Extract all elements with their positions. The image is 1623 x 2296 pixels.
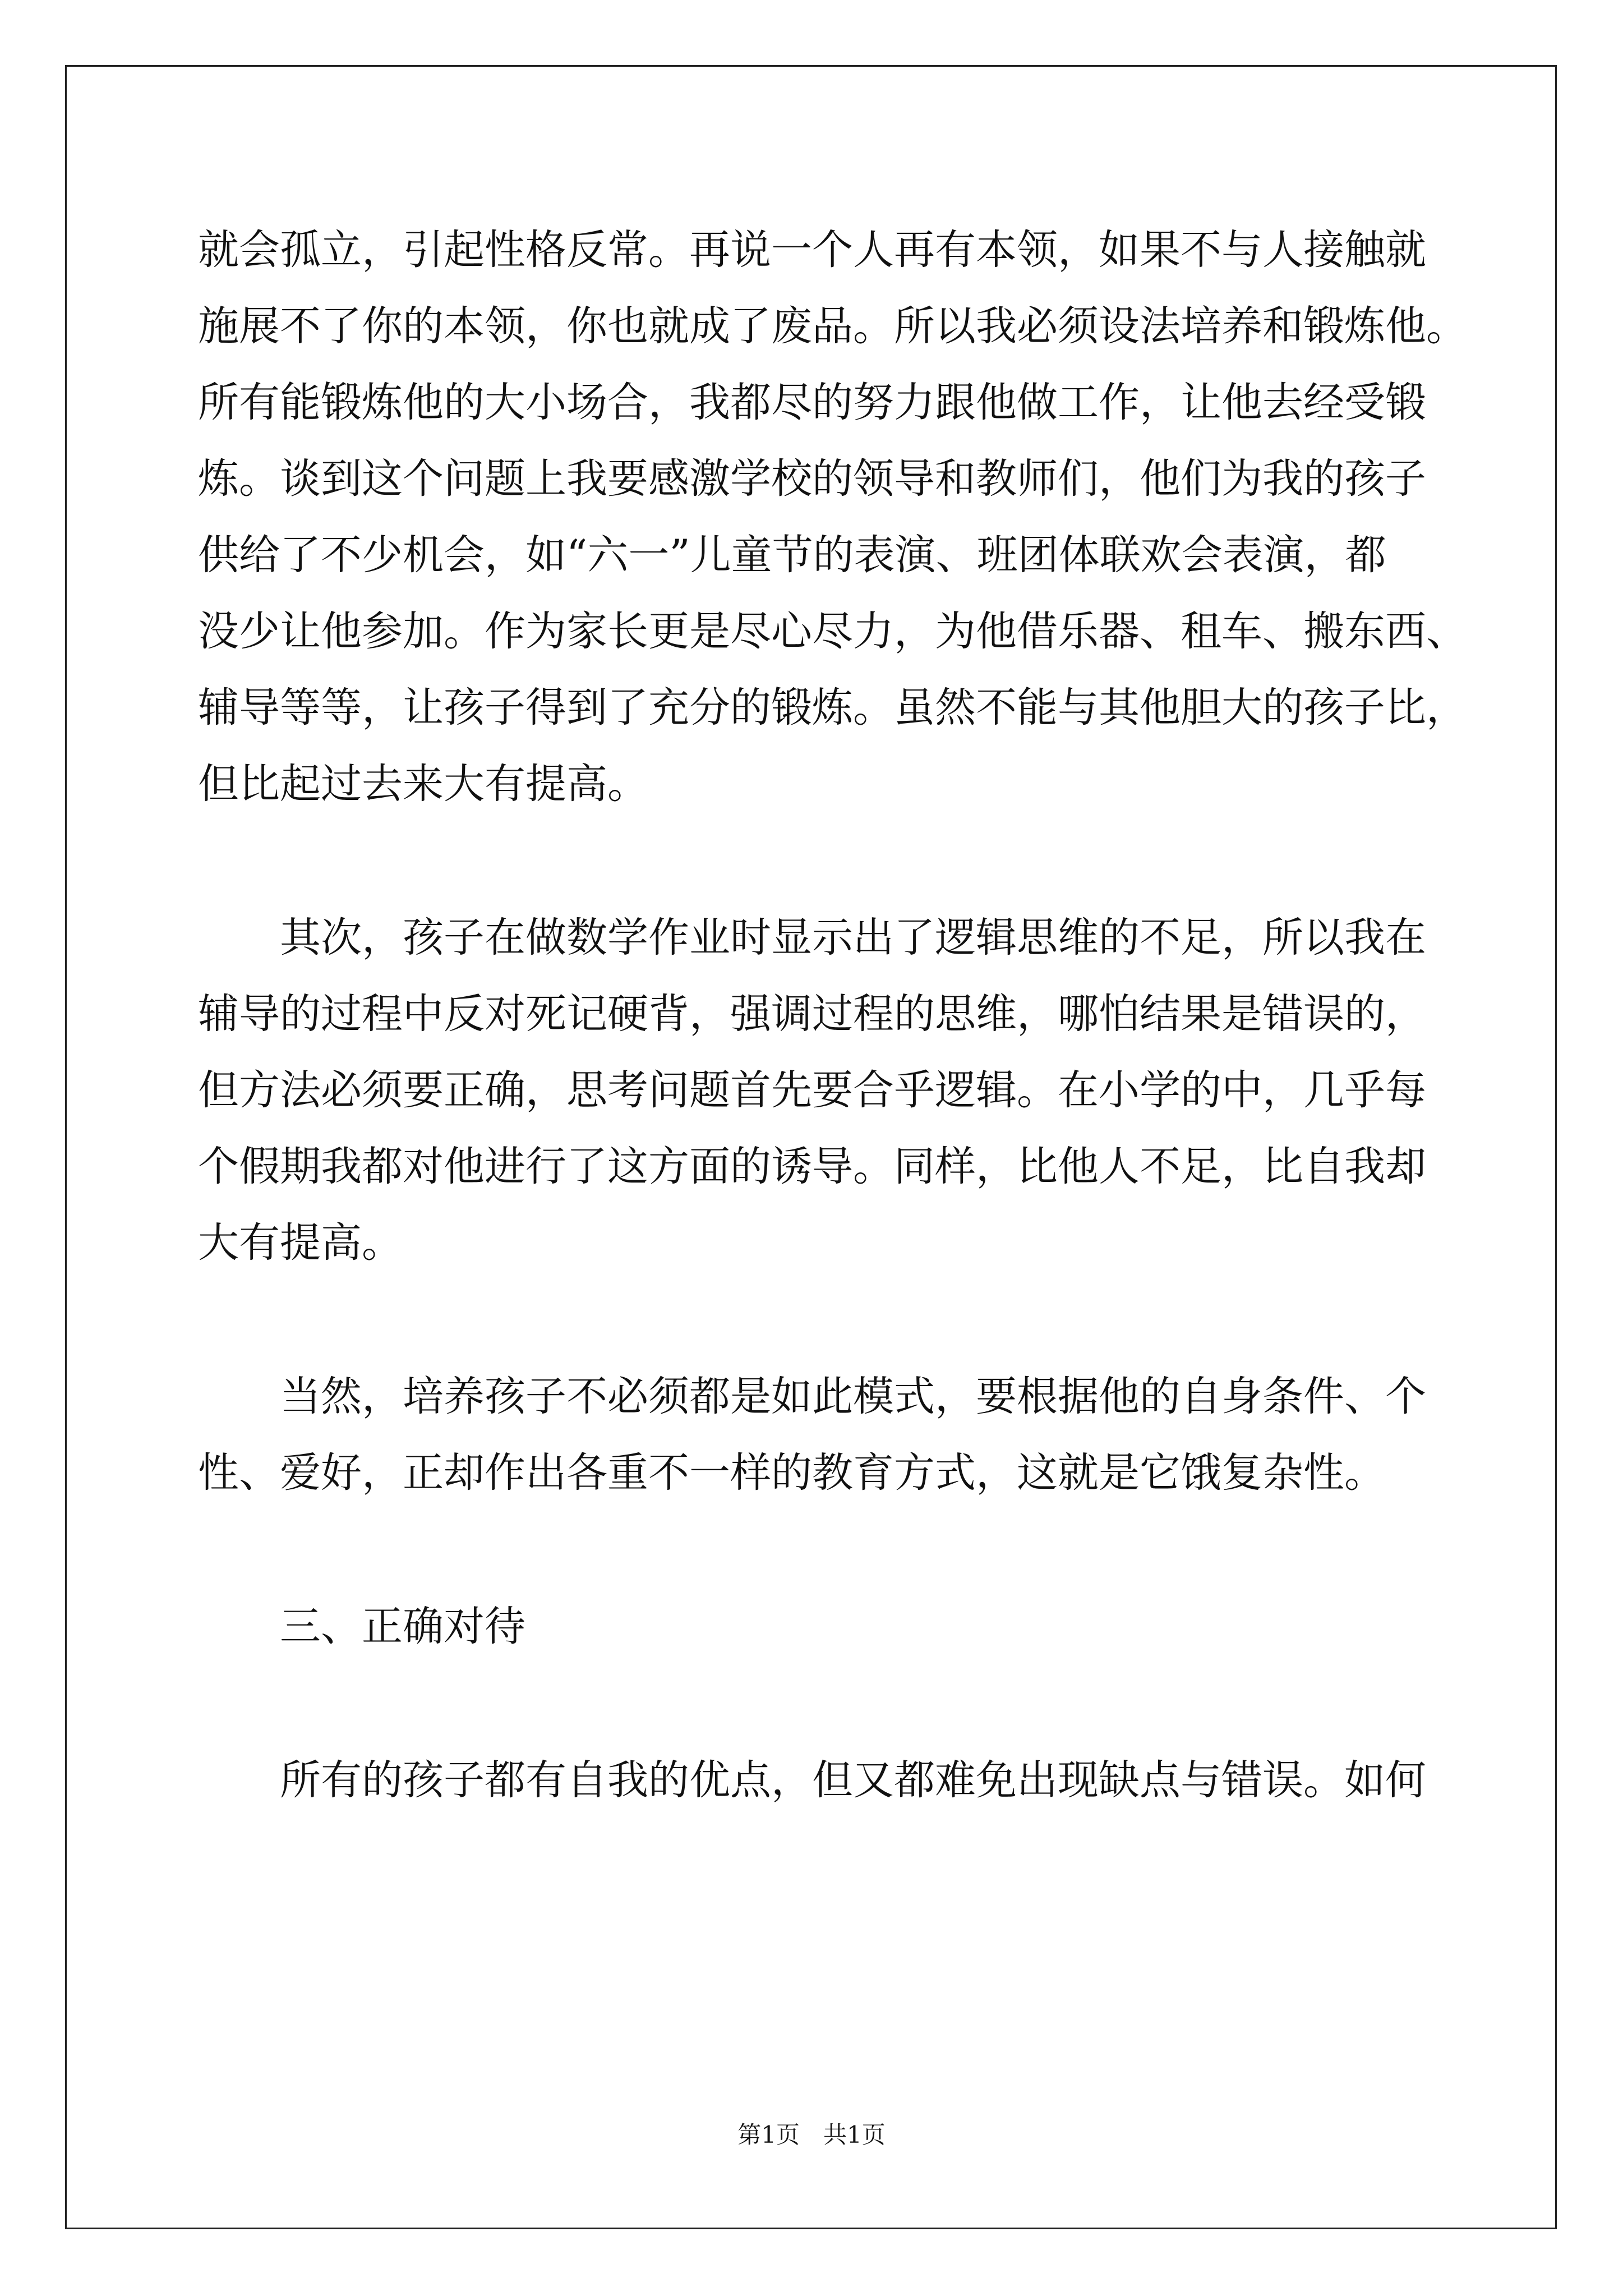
- text-line: 但方法必须要正确，思考问题首先要合乎逻辑。在小学的中，几乎每: [198, 1066, 1426, 1114]
- heading-text: 三、正确对待: [280, 1603, 525, 1650]
- text-line: 当然，培养孩子不必须都是如此模式，要根据他的自身条件、个: [280, 1373, 1426, 1420]
- page-number-footer: 第1页 共1页: [737, 2121, 886, 2148]
- paragraph-3: [198, 1359, 1432, 1511]
- paragraph-1: [198, 212, 1467, 822]
- text-line: 所有的孩子都有自我的优点，但又都难免出现缺点与错误。如何: [280, 1756, 1426, 1804]
- section-heading: [198, 1589, 1432, 1665]
- text-line: 炼。谈到这个问题上我要感激学校的领导和教师们，他们为我的孩子: [198, 455, 1426, 503]
- text-line: 没少让他参加。作为家长更是尽心尽力，为他借乐器、租车、搬东西、: [198, 608, 1467, 655]
- text-line: 辅导等等，让孩子得到了充分的锻炼。虽然不能与其他胆大的孩子比，: [198, 684, 1467, 731]
- text-line: 施展不了你的本领，你也就成了废品。所以我必须设法培养和锻炼他。: [198, 302, 1467, 350]
- text-line: 其次，孩子在做数学作业时显示出了逻辑思维的不足，所以我在: [280, 914, 1426, 961]
- paragraph-2: [198, 900, 1432, 1281]
- document-body: [198, 212, 1467, 1819]
- text-line: 就会孤立，引起性格反常。再说一个人再有本领，如果不与人接触就: [198, 226, 1426, 274]
- text-line: 但比起过去来大有提高。: [198, 760, 648, 808]
- text-line: 辅导的过程中反对死记硬背，强调过程的思维，哪怕结果是错误的，: [198, 990, 1426, 1038]
- text-line: 性、爱好，正却作出各重不一样的教育方式，这就是它饿复杂性。: [198, 1449, 1385, 1497]
- text-line: 供给了不少机会，如“六一”儿童节的表演、班团体联欢会表演，都: [198, 531, 1386, 579]
- text-line: 大有提高。: [198, 1219, 403, 1267]
- text-line: 所有能锻炼他的大小场合，我都尽的努力跟他做工作，让他去经受锻: [198, 379, 1426, 426]
- paragraph-4: [198, 1742, 1432, 1819]
- text-line: 个假期我都对他进行了这方面的诱导。同样，比他人不足，比自我却: [198, 1143, 1426, 1190]
